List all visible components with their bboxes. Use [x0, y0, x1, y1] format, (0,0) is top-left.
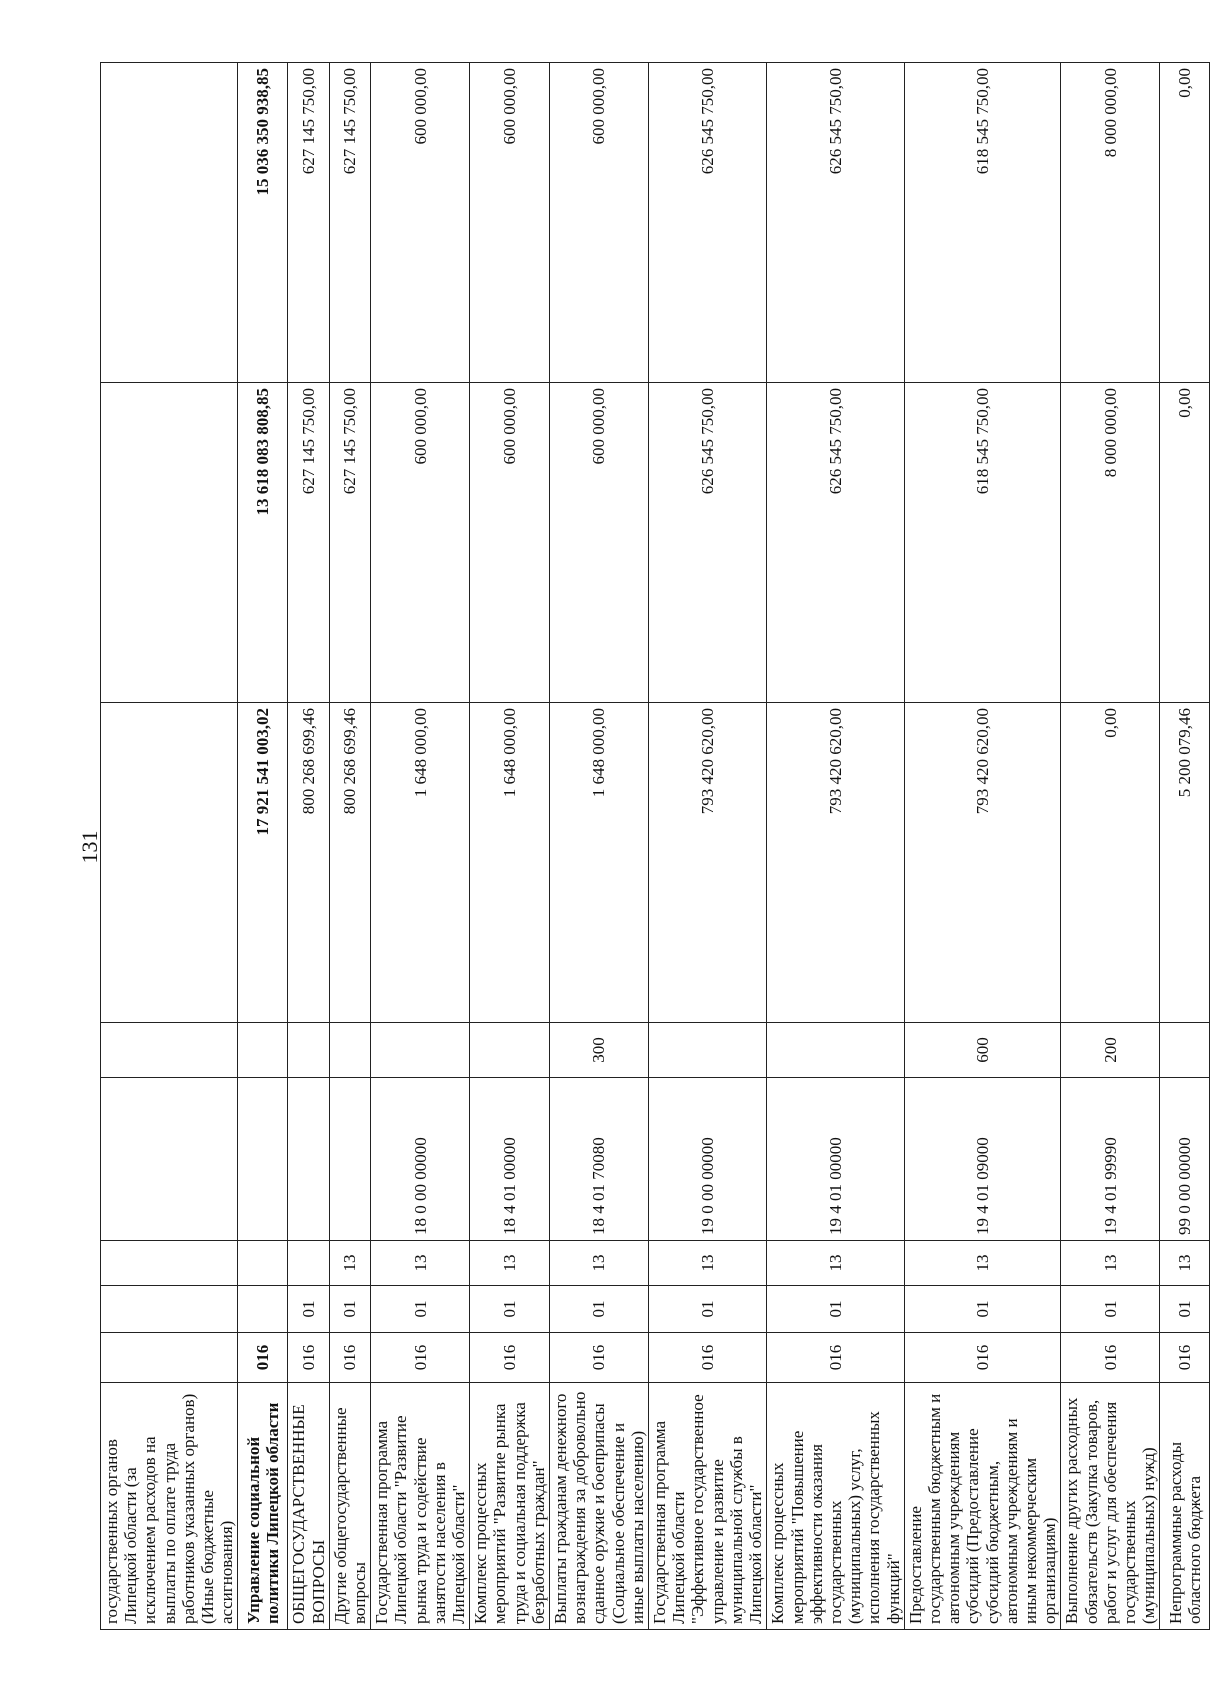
cell-ved: 016	[649, 1333, 767, 1383]
cell-name: Управление социальной политики Липецкой области	[238, 1383, 288, 1630]
cell-name: Выплаты гражданам денежного вознаграждения за добровольно сданное оружие и боеприпасы (Социальное обеспечение и иные выплаты населению)	[550, 1383, 649, 1630]
table-row	[1160, 63, 1210, 1630]
cell-sum-3: 618 545 750,00	[904, 63, 1061, 383]
cell-ved: 016	[288, 1333, 329, 1383]
cell-pr: 13	[1160, 1241, 1210, 1286]
cell-name: ОБЩЕГОСУДАРСТВЕННЫЕ ВОПРОСЫ	[288, 1383, 329, 1630]
cell-sum-3: 0,00	[1160, 63, 1210, 383]
cell-name: Другие общегосударственные вопросы	[329, 1383, 370, 1630]
cell-rz: 01	[329, 1286, 370, 1333]
cell-sum-3: 600 000,00	[550, 63, 649, 383]
cell-vr: 200	[1061, 1023, 1160, 1078]
page-number: 131	[77, 830, 102, 864]
cell-ved: 016	[470, 1333, 550, 1383]
table-row	[1061, 63, 1160, 1630]
cell-name: государственных органов Липецкой области (за исключением расходов на выплаты по оплате труда работников указанных органов) (Иные бюджетные ассигнования)	[101, 1383, 238, 1630]
cell-sum-1: 5 200 079,46	[1160, 703, 1210, 1023]
cell-sum-2: 600 000,00	[470, 383, 550, 703]
cell-rz: 01	[904, 1286, 1061, 1333]
cell-name: Непрограммные расходы областного бюджета	[1160, 1383, 1210, 1630]
cell-vr: 600	[904, 1023, 1061, 1078]
cell-vr	[288, 1023, 329, 1078]
cell-rz	[101, 1286, 238, 1333]
cell-rz	[238, 1286, 288, 1333]
cell-pr	[238, 1241, 288, 1286]
cell-csr: 18 4 01 70080	[550, 1078, 649, 1241]
cell-ved: 016	[904, 1333, 1061, 1383]
cell-pr: 13	[904, 1241, 1061, 1286]
cell-name: Выполнение других расходных обязательств (Закупка товаров, работ и услуг для обеспечения государственных (муниципальных) нужд)	[1061, 1383, 1160, 1630]
cell-csr	[101, 1078, 238, 1241]
cell-pr: 13	[767, 1241, 904, 1286]
cell-pr	[288, 1241, 329, 1286]
cell-csr: 99 0 00 00000	[1160, 1078, 1210, 1241]
cell-ved: 016	[550, 1333, 649, 1383]
cell-pr: 13	[649, 1241, 767, 1286]
cell-sum-2: 600 000,00	[371, 383, 470, 703]
cell-csr: 19 0 00 00000	[649, 1078, 767, 1241]
cell-sum-2: 13 618 083 808,85	[238, 383, 288, 703]
cell-sum-1: 1 648 000,00	[550, 703, 649, 1023]
cell-sum-1: 800 268 699,46	[288, 703, 329, 1023]
cell-name: Комплекс процессных мероприятий "Развитие рынка труда и социальная поддержка безработных граждан"	[470, 1383, 550, 1630]
table-row	[288, 63, 329, 1630]
cell-pr	[101, 1241, 238, 1286]
cell-rz: 01	[767, 1286, 904, 1333]
cell-csr: 18 0 00 00000	[371, 1078, 470, 1241]
cell-sum-3: 627 145 750,00	[329, 63, 370, 383]
cell-pr: 13	[371, 1241, 470, 1286]
cell-csr: 19 4 01 99990	[1061, 1078, 1160, 1241]
cell-name: Предоставление государственным бюджетным и автономным учреждениям субсидий (Предоставление субсидий бюджетным, автономным учреждениям и иным некоммерческим организациям)	[904, 1383, 1061, 1630]
cell-sum-3: 626 545 750,00	[767, 63, 904, 383]
cell-csr: 19 4 01 09000	[904, 1078, 1061, 1241]
cell-sum-3: 8 000 000,00	[1061, 63, 1160, 383]
cell-vr	[238, 1023, 288, 1078]
cell-csr: 19 4 01 00000	[767, 1078, 904, 1241]
cell-pr: 13	[470, 1241, 550, 1286]
cell-ved: 016	[767, 1333, 904, 1383]
cell-ved: 016	[1061, 1333, 1160, 1383]
cell-name: Государственная программа Липецкой области "Эффективное государственное управление и развитие муниципальной службы в Липецкой области"	[649, 1383, 767, 1630]
table-row	[904, 63, 1061, 1630]
cell-sum-1: 800 268 699,46	[329, 703, 370, 1023]
cell-vr	[767, 1023, 904, 1078]
cell-pr: 13	[1061, 1241, 1160, 1286]
cell-pr: 13	[329, 1241, 370, 1286]
cell-sum-3: 600 000,00	[371, 63, 470, 383]
cell-sum-3: 627 145 750,00	[288, 63, 329, 383]
cell-sum-1: 793 420 620,00	[649, 703, 767, 1023]
cell-sum-1: 17 921 541 003,02	[238, 703, 288, 1023]
cell-sum-2: 627 145 750,00	[329, 383, 370, 703]
cell-vr	[1160, 1023, 1210, 1078]
cell-csr	[329, 1078, 370, 1241]
cell-sum-1: 0,00	[1061, 703, 1160, 1023]
cell-sum-2: 626 545 750,00	[649, 383, 767, 703]
cell-sum-1: 793 420 620,00	[767, 703, 904, 1023]
cell-csr: 18 4 01 00000	[470, 1078, 550, 1241]
cell-sum-2: 627 145 750,00	[288, 383, 329, 703]
budget-table	[100, 62, 1210, 1630]
cell-rz: 01	[1160, 1286, 1210, 1333]
cell-vr	[470, 1023, 550, 1078]
cell-sum-1: 1 648 000,00	[470, 703, 550, 1023]
cell-ved	[101, 1333, 238, 1383]
cell-sum-3: 15 036 350 938,85	[238, 63, 288, 383]
table-row	[550, 63, 649, 1630]
cell-name: Комплекс процессных мероприятий "Повышение эффективности оказания государственных (муниципальных) услуг, исполнения государственных функций"	[767, 1383, 904, 1630]
cell-vr	[649, 1023, 767, 1078]
cell-sum-3: 626 545 750,00	[649, 63, 767, 383]
cell-sum-1	[101, 703, 238, 1023]
cell-csr	[238, 1078, 288, 1241]
cell-rz: 01	[649, 1286, 767, 1333]
rotated-table-container	[100, 63, 1204, 1630]
cell-rz: 01	[288, 1286, 329, 1333]
cell-pr: 13	[550, 1241, 649, 1286]
table-row	[371, 63, 470, 1630]
cell-sum-1: 1 648 000,00	[371, 703, 470, 1023]
cell-rz: 01	[550, 1286, 649, 1333]
table-row	[329, 63, 370, 1630]
cell-sum-2: 600 000,00	[550, 383, 649, 703]
cell-sum-3	[101, 63, 238, 383]
cell-vr	[371, 1023, 470, 1078]
table-row	[767, 63, 904, 1630]
table-row	[649, 63, 767, 1630]
cell-name: Государственная программа Липецкой области "Развитие рынка труда и содействие занятости населения в Липецкой области"	[371, 1383, 470, 1630]
cell-sum-2: 626 545 750,00	[767, 383, 904, 703]
cell-sum-2: 618 545 750,00	[904, 383, 1061, 703]
cell-vr	[329, 1023, 370, 1078]
cell-vr	[101, 1023, 238, 1078]
cell-sum-1: 793 420 620,00	[904, 703, 1061, 1023]
cell-rz: 01	[470, 1286, 550, 1333]
cell-ved: 016	[238, 1333, 288, 1383]
cell-ved: 016	[329, 1333, 370, 1383]
cell-ved: 016	[1160, 1333, 1210, 1383]
cell-sum-2: 0,00	[1160, 383, 1210, 703]
cell-csr	[288, 1078, 329, 1241]
cell-ved: 016	[371, 1333, 470, 1383]
cell-rz: 01	[371, 1286, 470, 1333]
cell-vr: 300	[550, 1023, 649, 1078]
cell-sum-2	[101, 383, 238, 703]
table-row	[238, 63, 288, 1630]
cell-sum-2: 8 000 000,00	[1061, 383, 1160, 703]
cell-sum-3: 600 000,00	[470, 63, 550, 383]
table-row	[470, 63, 550, 1630]
table-row	[101, 63, 238, 1630]
cell-rz: 01	[1061, 1286, 1160, 1333]
